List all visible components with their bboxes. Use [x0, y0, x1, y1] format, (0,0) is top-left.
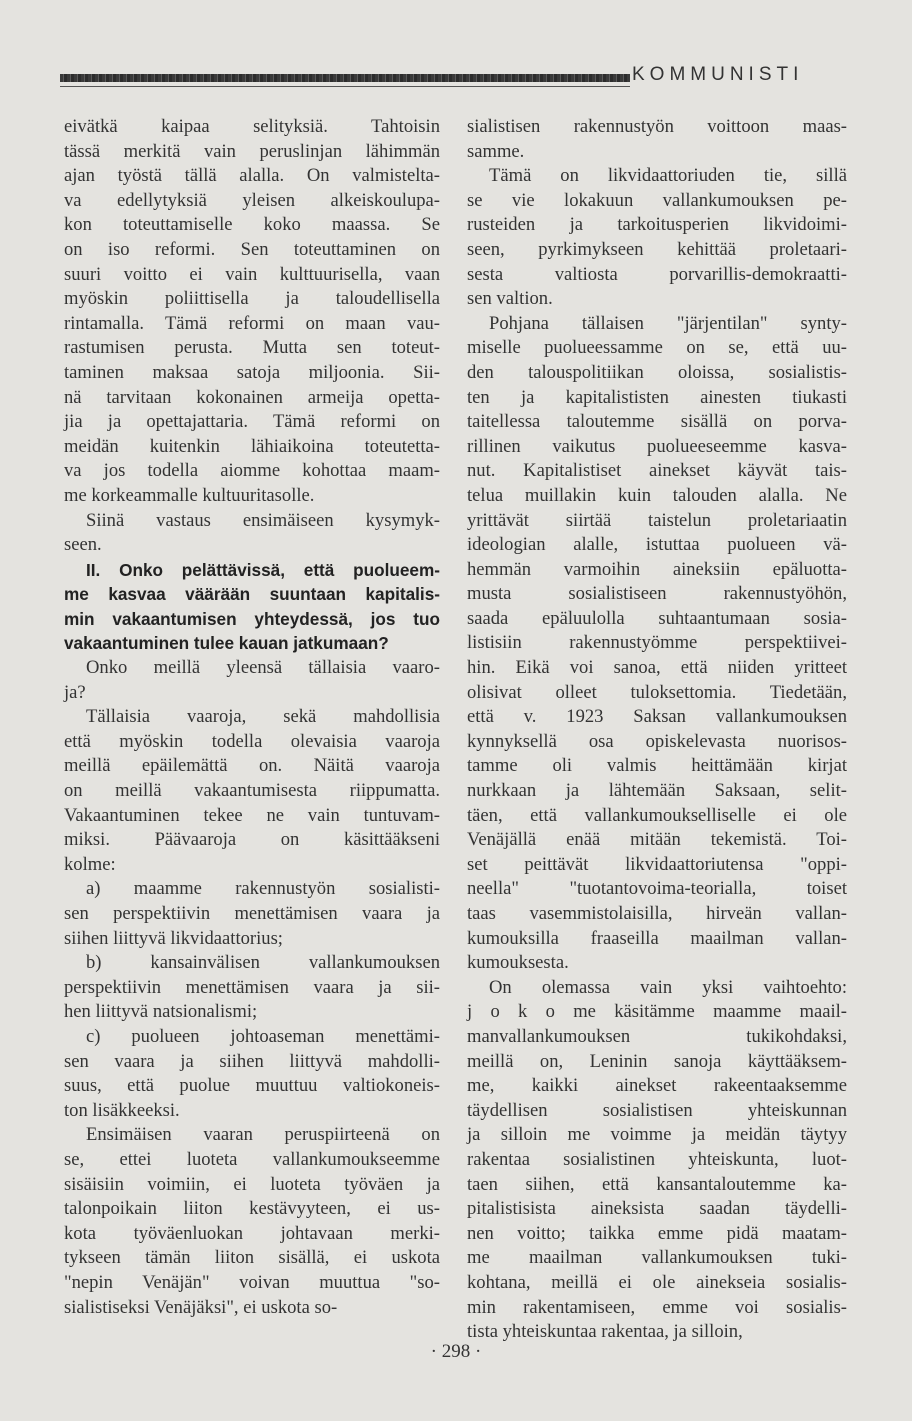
text-line: ja silloin me voimme ja meidän täytyy	[467, 1124, 847, 1146]
text-line: Vakaantuminen tekee ne vain tuntuvam-	[64, 804, 440, 826]
text-line: talonpoikain liiton kestävyyteen, ei us-	[64, 1198, 440, 1220]
text-line: rintamalla. Tämä reformi on maan vau-	[64, 312, 440, 334]
text-line: hen liittyvä natsionalismi;	[64, 1001, 258, 1023]
paragraph	[467, 115, 847, 164]
text-line: rakentaa sosialistinen yhteiskunta, luot-	[467, 1148, 847, 1170]
text-line: Pohjana tällaisen "järjentilan" synty-	[489, 312, 847, 334]
text-line: seen, pyrkimykseen kehittää proletaari-	[467, 238, 847, 260]
text-line: b) kansainvälisen vallankumouksen	[86, 952, 440, 974]
text-line: jia ja opettajattaria. Tämä reformi on	[64, 411, 440, 433]
text-line: neella" "tuotantovoima-teorialla, toiset	[467, 878, 847, 900]
paragraph	[64, 877, 440, 951]
text-line: nen voitto; taikka emme pidä maatam-	[467, 1222, 847, 1244]
text-line: nurkkaan ja lähtemään Saksaan, selit-	[467, 780, 847, 802]
text-line: me, kaikki ainekset rakeentaaksemme	[467, 1075, 847, 1097]
text-line: j o k o me käsitämme maamme maail-	[467, 1001, 847, 1023]
text-line: On olemassa vain yksi vaihtoehto:	[489, 976, 847, 998]
text-line: sisäisiin voimiin, ei luoteta työväen ja	[64, 1173, 440, 1195]
text-line: sen valtion.	[467, 288, 553, 310]
text-line: suus, että puolue muuttuu valtiokoneis-	[64, 1075, 440, 1097]
paragraph	[467, 976, 847, 1345]
text-line: samme.	[467, 140, 525, 162]
text-line: ton lisäkkeeksi.	[64, 1099, 180, 1121]
text-line: kota työväenluokan johtavaan merki-	[64, 1222, 440, 1244]
text-line: suuri voitto ei vain kulttuurisella, vaan	[64, 263, 440, 285]
text-line: että myöskin todella olevaisia vaaroja	[64, 730, 440, 752]
text-line: II. Onko pelättävissä, että puolueem-	[86, 559, 440, 580]
text-line: että v. 1923 Saksan vallankumouksen	[467, 706, 847, 728]
text-line: ten ja kapitalististen ainesten tiukasti	[467, 386, 847, 408]
text-line: eivätkä kaipaa selityksiä. Tahtoisin	[64, 116, 440, 137]
text-line: me maailman vallankumouksen tuki-	[467, 1247, 847, 1269]
text-line: se, ettei luoteta vallankumoukseemme	[64, 1148, 440, 1170]
text-line: olisivat olleet tuloksettomia. Tiedetään,	[467, 681, 847, 703]
text-line: taminen maksaa satoja miljoonia. Sii-	[64, 361, 440, 383]
text-line: tamme oli valmis heittämään kirjat	[467, 755, 847, 777]
text-line: kumouksesta.	[467, 952, 569, 974]
text-line: meidän kuitenkin lähiaikoina toteutetta-	[64, 435, 440, 457]
text-line: c) puolueen johtoaseman menettämi-	[86, 1025, 440, 1047]
text-line: perspektiivin menettämisen vaara ja sii-	[64, 976, 440, 998]
text-line: Onko meillä yleensä tällaisia vaaro-	[86, 657, 440, 679]
left-column	[64, 115, 440, 1320]
text-line: Tämä on likvidaattoriuden tie, sillä	[489, 165, 847, 187]
paragraph	[467, 312, 847, 976]
text-line: hin. Eikä voi sanoa, että niiden yritteet	[467, 657, 847, 679]
text-line: min vakaantumisen yhteydessä, jos tuo	[64, 608, 440, 629]
text-line: rastumisen perusta. Mutta sen toteut-	[64, 337, 440, 359]
text-line: sen vaara ja siihen liittyvä mahdolli-	[64, 1050, 440, 1072]
text-line: Tällaisia vaaroja, sekä mahdollisia	[86, 706, 440, 728]
text-line: min rakentamiseen, emme voi sosialis-	[467, 1296, 847, 1318]
text-line: a) maamme rakennustyön sosialisti-	[86, 878, 440, 900]
text-line: täydellisen sosialistisen yhteiskunnan	[467, 1099, 847, 1121]
paragraph	[64, 705, 440, 877]
text-line: tista yhteiskuntaa rakentaa, ja silloin,	[467, 1321, 743, 1343]
header-rule-thin	[60, 86, 630, 87]
text-line: taitellessa taloutemme sisällä on porva-	[467, 411, 847, 433]
text-line: den talouspolitiikan oloissa, sosialistis-	[467, 361, 847, 383]
text-line: tykseen tämän liiton sisällä, ei uskota	[64, 1247, 440, 1269]
text-line: täen, että vallankumoukselliselle ei ole	[467, 804, 847, 826]
text-line: pitalistisista aineksista saadan täydelli-	[467, 1198, 847, 1220]
text-line: nut. Kapitalistiset ainekset käyvät tais-	[467, 460, 847, 482]
text-line: siihen liittyvä likvidaattorius;	[64, 927, 283, 949]
text-line: kohtana, meillä ei ole ainekseia sosialis-	[467, 1271, 847, 1293]
text-line: me kasvaa väärään suuntaan kapitalis-	[64, 584, 440, 605]
text-line: kon toteuttamiselle koko maassa. Se	[64, 214, 440, 236]
text-line: sialistiseksi Venäjäksi", ei uskota so-	[64, 1296, 338, 1318]
text-line: set peittävät likvidaattoriutensa "oppi-	[467, 853, 847, 875]
text-line: ajan työstä tällä alalla. On valmisteltа-	[64, 165, 440, 187]
paragraph	[64, 951, 440, 1025]
text-line: kumouksilla fraaseilla maailman vallan-	[467, 927, 847, 949]
text-line: kolme:	[64, 853, 116, 875]
paragraph	[467, 164, 847, 312]
paragraph	[64, 115, 440, 509]
page-number: · 298 ·	[430, 1341, 482, 1362]
text-line: meillä epäilemättä on. Näitä vaaroja	[64, 755, 440, 777]
running-title: KOMMUNISTI	[632, 64, 804, 85]
text-line: musta sosialistiseen rakennustyöhön,	[467, 583, 847, 605]
text-line: taen siihen, että kansantaloutemme ka-	[467, 1173, 847, 1195]
paragraph	[64, 1123, 440, 1320]
text-line: seen.	[64, 534, 102, 556]
text-line: vakaantuminen tulee kauan jatkumaan?	[64, 633, 389, 654]
text-line: saada epäluulolla suhtaantumaan sosia-	[467, 607, 847, 629]
text-line: sen perspektiivin menettämisen vaara ja	[64, 903, 440, 924]
text-line: "nepin Venäjän" voivan muuttua "so-	[64, 1271, 440, 1293]
text-line: Venäjällä enää mitään tekemistä. Toi-	[467, 829, 847, 851]
text-line: rusteiden ja tarkoitusperien likvidoimi-	[467, 214, 847, 236]
right-column	[467, 115, 847, 1345]
paragraph	[64, 1025, 440, 1123]
text-line: se vie lokakuun vallankumouksen pe-	[467, 189, 847, 211]
text-line: me korkeammalle kultuuritasolle.	[64, 484, 315, 506]
text-line: sialistisen rakennustyön voittoon maas-	[467, 116, 847, 137]
text-line: on meillä vakaantumisesta riippumatta.	[64, 780, 440, 802]
header-rule	[60, 74, 630, 82]
text-line: Ensimäisen vaaran peruspiirteenä on	[86, 1124, 440, 1146]
text-line: ja?	[64, 681, 86, 703]
text-line: miselle puolueessamme on se, että uu-	[467, 337, 847, 359]
text-line: Siinä vastaus ensimäiseen kysymyk-	[86, 509, 440, 531]
text-line: rillinen vaikutus puolueeseemme kasva-	[467, 435, 847, 457]
text-line: sesta valtiosta porvarillis-demokraatti-	[467, 263, 847, 285]
text-line: ideologian alalle, istuttaa puolueen vä-	[467, 534, 847, 556]
paragraph	[64, 509, 440, 558]
paragraph	[64, 656, 440, 705]
text-line: manvallankumouksen tukikohdaksi,	[467, 1025, 847, 1047]
text-line: tässä merkitä vain peruslinjan lähimmän	[64, 140, 440, 162]
text-line: listisiin rakennustyömme perspektiivei-	[467, 632, 847, 654]
text-line: meillä on, Leninin sanoja käyttääksem-	[467, 1050, 847, 1072]
text-line: nä tarvitaan kokonainen armeija opetta-	[64, 386, 440, 408]
text-line: hemmän varmoihin aineksiin epäluotta-	[467, 558, 847, 580]
text-line: on iso reformi. Sen toteuttaminen on	[64, 238, 440, 260]
text-line: myöskin poliittisella ja taloudellisella	[64, 288, 440, 310]
text-line: telua muillakin kuin talouden alalla. Ne	[467, 484, 847, 506]
text-line: yrittävät siirtää taistelun proletariaatin	[467, 509, 847, 531]
text-line: va edellytyksiä yleisen alkeiskoulupa-	[64, 189, 440, 211]
text-line: va jos todella aiomme kohottaa maam-	[64, 460, 440, 482]
text-line: miksi. Päävaaroja on käsittääkseni	[64, 829, 440, 851]
text-line: taas vasemmistolaisilla, hirveän vallan-	[467, 903, 847, 924]
text-line: kynnyksellä osa opiskelevasta nuorisos-	[467, 730, 847, 752]
paragraph	[64, 558, 440, 656]
